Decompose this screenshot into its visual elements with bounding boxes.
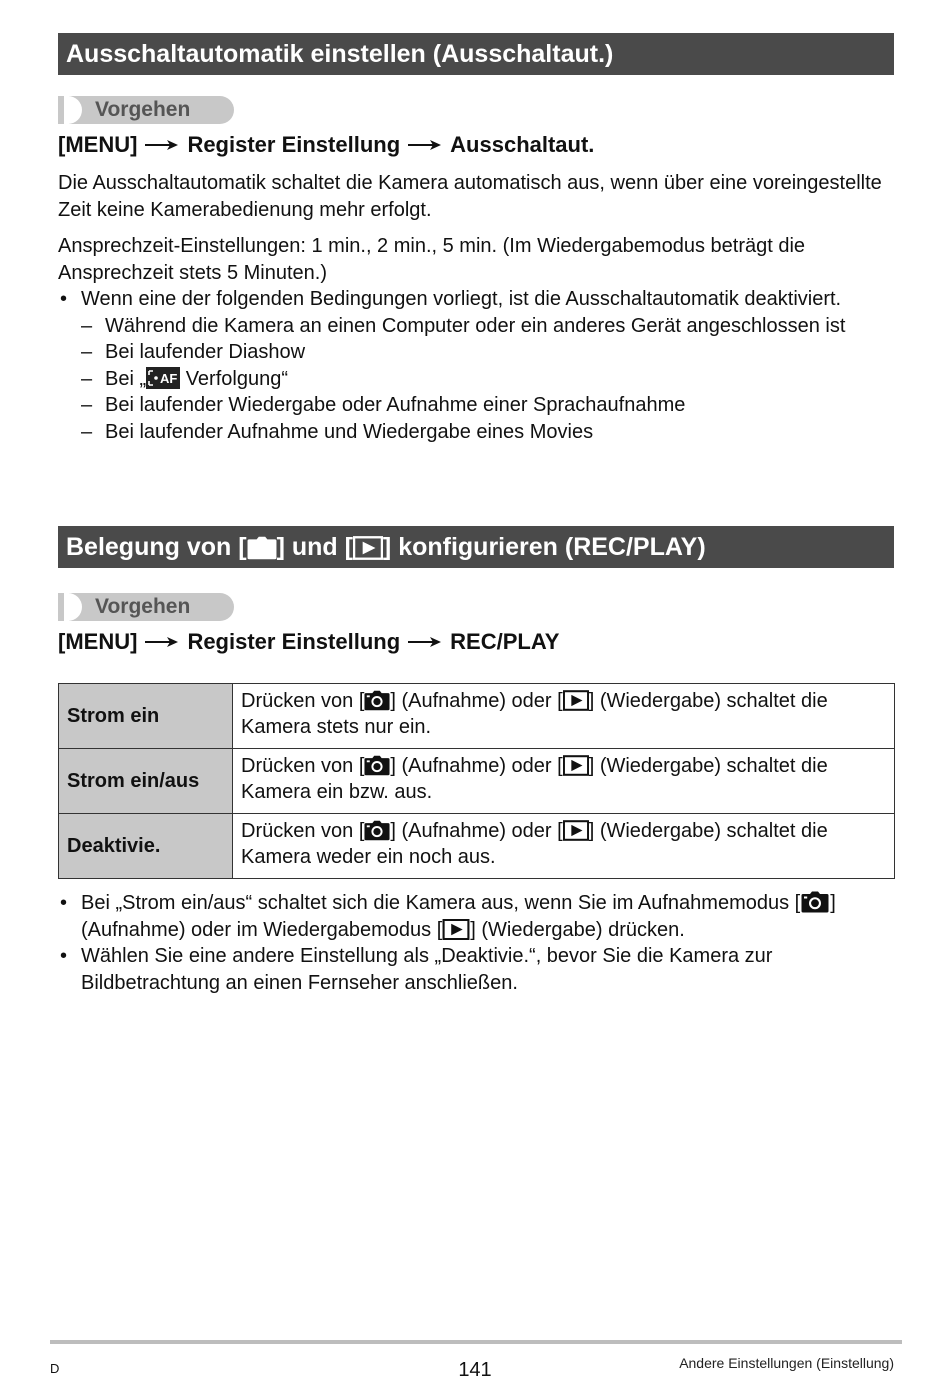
section-title-auto-power-off [58,33,894,75]
table-row [59,749,895,814]
tracking-af-icon [146,367,180,389]
play-icon [563,755,589,776]
list-item: – Während die Kamera an einen Computer oder ein anderes Gerät angeschlossen ist [81,314,846,337]
svg-text:AF: AF [160,370,178,386]
response-time-paragraph: Ansprechzeit-Einstellungen: 1 min., 2 min., 5 min. (Im Wiedergabemodus beträgt die Ansprechzeit stets 5 Minuten.) [58,235,806,284]
page-number: 141 [458,1359,492,1380]
menu-path-step: REC/PLAY [450,629,560,654]
table-value: Drücken von [ ] (Aufnahme) oder [ ] (Wiedergabe) schaltet die Kamera weder ein noch aus. [233,814,895,879]
settings-table [58,683,895,879]
table-key: Strom ein/aus [59,749,233,814]
play-icon [353,536,383,560]
section-title-text: Ausschaltautomatik einstellen (Ausschaltaut.) [66,40,614,68]
notes-list [58,890,894,996]
list-item: – Bei laufender Wiedergabe oder Aufnahme einer Sprachaufnahme [81,394,686,416]
menu-path-step: [MENU] [58,132,138,157]
table-row [59,684,895,749]
arrow-right-icon [145,139,179,151]
camera-icon [364,690,390,711]
list-item: – Bei „ AF Verfolgung“ [81,367,288,390]
conditions-list [58,286,894,445]
menu-path [58,629,559,655]
footer-divider [50,1340,902,1344]
menu-path-step: Register Einstellung [187,629,401,654]
menu-path-step: Register Einstellung [187,132,401,157]
list-item: • Wenn eine der folgenden Bedingungen vorliegt, ist die Ausschaltautomatik deaktiviert. [60,288,842,310]
play-icon [563,690,589,711]
procedure-label: Vorgehen [95,595,191,618]
menu-path-step: [MENU] [58,629,138,654]
footer-language: D [50,1361,60,1376]
table-key: Deaktivie. [59,814,233,879]
procedure-badge [58,593,234,621]
play-icon [563,820,589,841]
table-value: Drücken von [ ] (Aufnahme) oder [ ] (Wiedergabe) schaltet die Kamera ein bzw. aus. [233,749,895,814]
procedure-label: Vorgehen [95,98,191,121]
list-item: • Bei „Strom ein/aus“ schaltet sich die Kamera aus, wenn Sie im Aufnahmemodus [ ] (Aufnahme) oder im Wiedergabemodus [ ] (Wiedergabe) drücken. [60,892,836,941]
menu-path [58,132,594,158]
arrow-right-icon [408,636,442,648]
camera-icon [247,536,277,560]
list-item: – Bei laufender Aufnahme und Wiedergabe eines Movies [81,420,594,443]
menu-path-step: Ausschaltaut. [450,132,595,157]
footer-chapter: Andere Einstellungen (Einstellung) [679,1355,894,1371]
intro-paragraph: Die Ausschaltautomatik schaltet die Kamera automatisch aus, wenn über eine voreingestellte Zeit keine Kamerabedienung mehr erfolgt. [58,172,882,221]
table-key: Strom ein [59,684,233,749]
list-item: • Wählen Sie eine andere Einstellung als „Deaktivie.“, bevor Sie die Kamera zur Bildbetrachtung an einen Fernseher anschließen. [60,945,773,994]
arrow-right-icon [145,636,179,648]
camera-icon [364,755,390,776]
arrow-right-icon [408,139,442,151]
play-icon [442,919,470,940]
section-title-rec-play: Belegung von [ ] und [ ] konfigurieren (REC/PLAY) [58,526,894,568]
table-value: Drücken von [ ] (Aufnahme) oder [ ] (Wiedergabe) schaltet die Kamera stets nur ein. [233,684,895,749]
procedure-badge [58,96,234,124]
camera-icon [364,820,390,841]
camera-icon [800,891,830,913]
list-item: – Bei laufender Diashow [81,341,306,363]
table-row [59,814,895,879]
